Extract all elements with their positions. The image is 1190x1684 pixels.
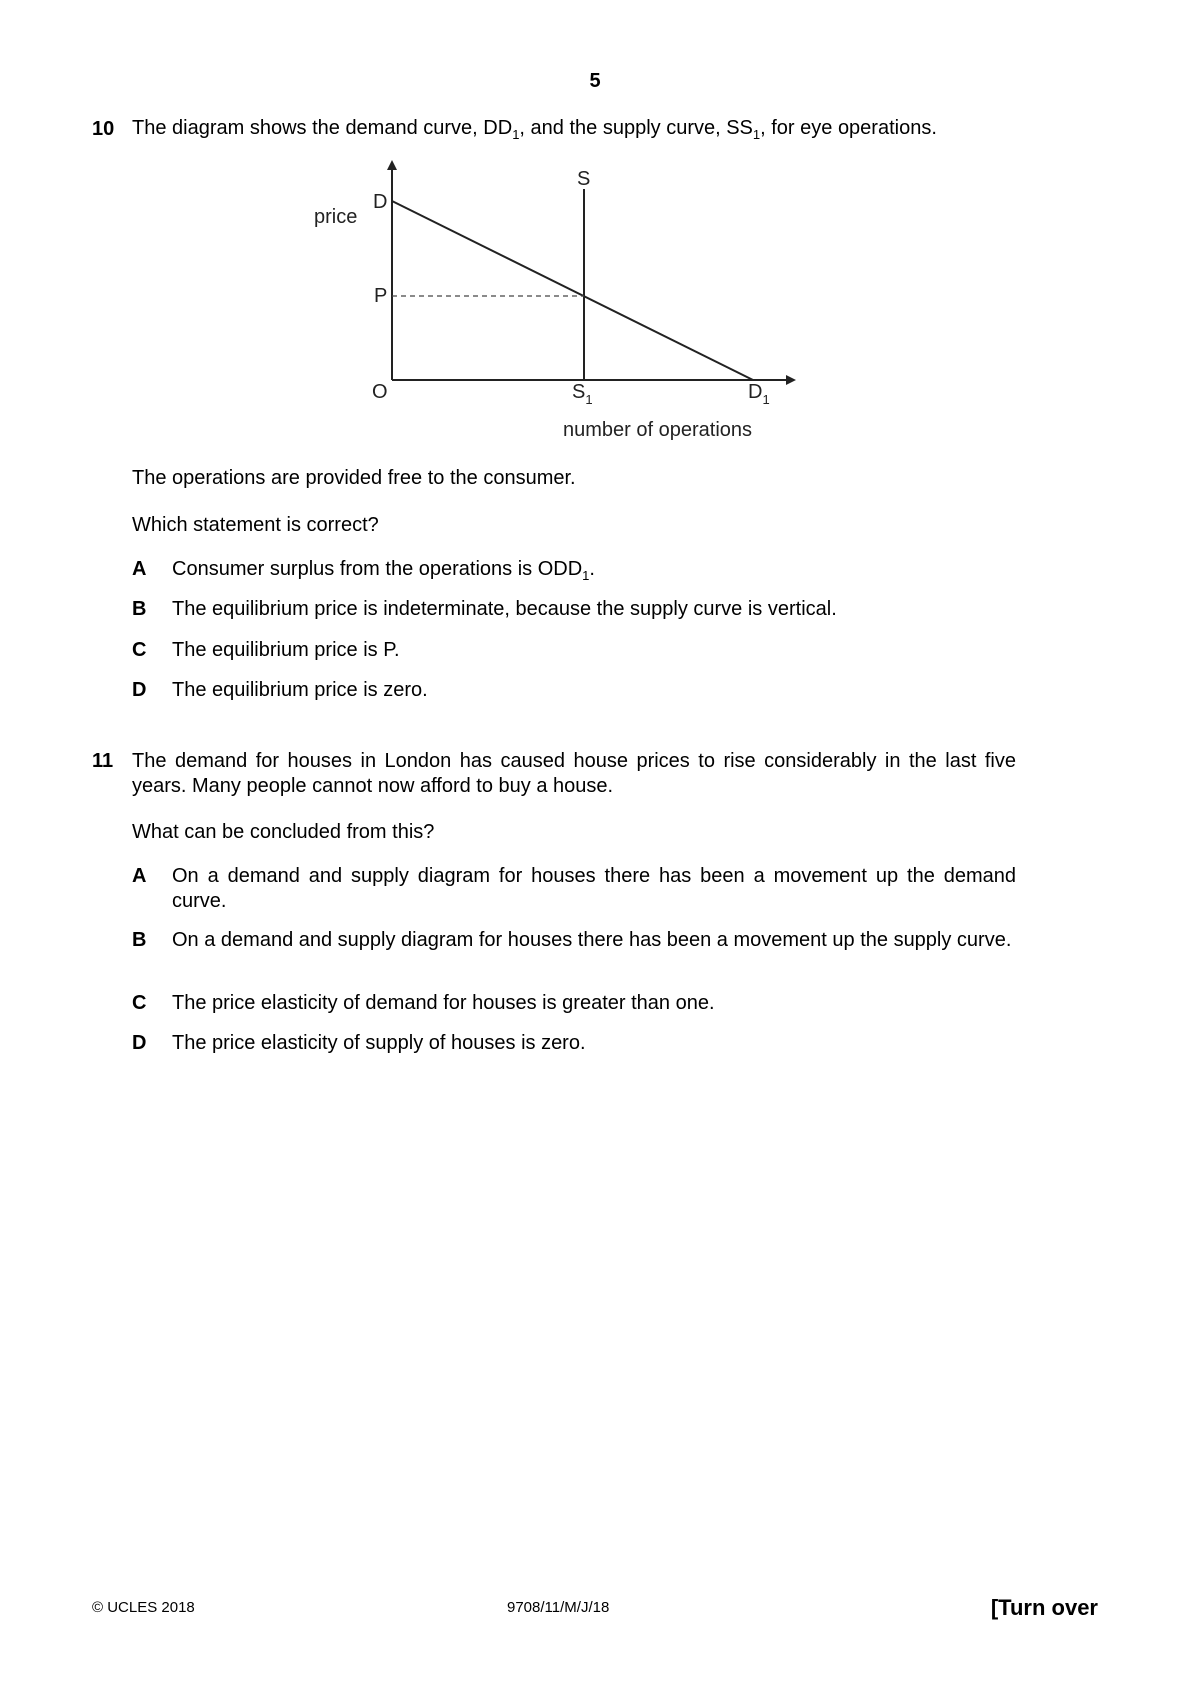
demand-curve: [392, 201, 753, 380]
question-10-stem: The diagram shows the demand curve, $DD_1$, and the supply curve, $SS_1$, for eye operations.: [132, 117, 937, 142]
q11-option-a-letter: A: [132, 865, 147, 887]
q11-option-c-text: The price elasticity of demand for houses is greater than one.: [172, 992, 715, 1014]
demand-supply-diagram: [300, 160, 820, 450]
q10-option-d-text: The equilibrium price is zero.: [172, 679, 428, 701]
question-11-paragraph: What can be concluded from this?: [132, 821, 435, 843]
question-10-paragraph-2: Which statement is correct?: [132, 514, 379, 536]
q11-option-d-letter: D: [132, 1032, 147, 1054]
q10-option-b-letter: B: [132, 598, 147, 620]
q11-option-b-text: On a demand and supply diagram for houses there has been a movement up the supply curve.: [172, 929, 1012, 951]
label-d1: $D_1$: [748, 381, 770, 407]
q11-option-b-letter: B: [132, 929, 147, 951]
q11-option-d-text: The price elasticity of supply of houses is zero.: [172, 1032, 586, 1054]
footer-paper-code: 9708/11/M/J/18: [507, 1599, 610, 1616]
question-number-11: 11: [92, 750, 114, 772]
x-axis-label: number of operations: [563, 419, 753, 441]
q10-option-d-letter: D: [132, 679, 147, 701]
footer-copyright: © UCLES 2018: [92, 1599, 195, 1616]
page-number: 5: [589, 70, 601, 92]
question-10-paragraph-1: The operations are provided free to the consumer.: [132, 467, 576, 489]
label-p: P: [374, 285, 388, 307]
q10-option-a-letter: A: [132, 558, 147, 580]
question-11-stem: The demand for houses in London has caused house prices to rise considerably in the last five years. Many people cannot now afford to buy a house.: [132, 750, 1016, 797]
label-origin: O: [372, 381, 388, 403]
q11-option-c-letter: C: [132, 992, 147, 1014]
label-s: S: [577, 168, 591, 190]
y-axis-label: price: [314, 206, 358, 228]
label-d: D: [373, 191, 388, 213]
label-s1: $S_1$: [572, 381, 593, 407]
footer-turn-over: [Turn over: [990, 1595, 1098, 1620]
question-number-10: 10: [92, 118, 115, 140]
q10-option-b-text: The equilibrium price is indeterminate, because the supply curve is vertical.: [172, 598, 837, 620]
q10-option-c-text: The equilibrium price is P.: [172, 639, 400, 661]
q10-option-c-letter: C: [132, 639, 147, 661]
q10-option-a-text: Consumer surplus from the operations is $ODD_1$.: [172, 558, 595, 583]
q11-option-a-text: On a demand and supply diagram for houses there has been a movement up the demand curve.: [172, 865, 1016, 912]
